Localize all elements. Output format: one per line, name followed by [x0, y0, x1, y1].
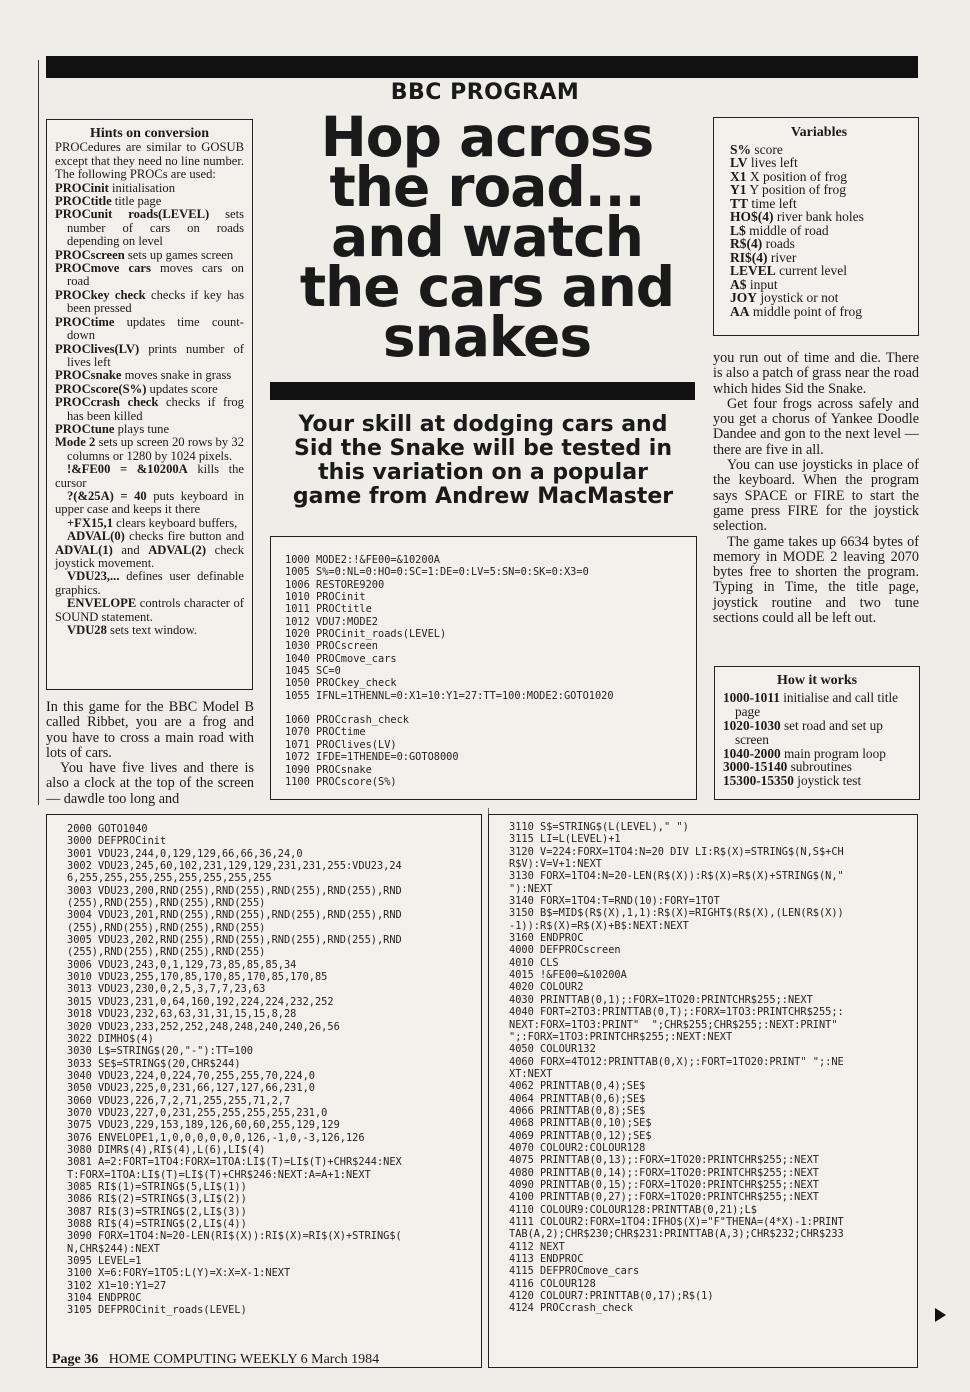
term: PROCtitle: [55, 194, 112, 209]
code-line: 4115 DEFPROCmove_cars: [509, 1265, 640, 1278]
code-line: 1011 PROCtitle: [285, 603, 372, 616]
hint-item: [55, 316, 244, 343]
headline-line: the road...: [329, 155, 645, 219]
code-line: 3105 DEFPROCinit_roads(LEVEL): [67, 1304, 247, 1317]
code-line: 3088 RI$(4)=STRING$(2,LI$(4)): [67, 1218, 247, 1230]
headline: [272, 105, 702, 369]
code-line: 3003 VDU23,200,RND(255),RND(255),RND(255),RND(255),RND: [67, 884, 402, 897]
description: input: [746, 276, 778, 292]
description: title page: [111, 194, 162, 209]
code-line: 4060 FORX=4TO12:PRINTTAB(0,X);:FORT=1TO20:PRINT" ";:NE: [509, 1055, 844, 1068]
term: HO$(4): [730, 209, 774, 224]
term: PROClives(LV): [55, 341, 140, 356]
code-line: 4080 PRINTTAB(0,14);:FORX=1TO20:PRINTCHR$255;:NEXT: [509, 1166, 819, 1179]
section-label: BBC PROGRAM: [390, 80, 580, 105]
description: defines user definable graphics.: [55, 569, 244, 597]
standfirst-line: game from Andrew MacMaster: [292, 484, 674, 509]
description: prints number of lives left: [67, 341, 244, 369]
code-line: "):NEXT: [509, 882, 553, 895]
code-line: 3140 FORX=1TO4:T=RND(10):FORY=1TOT: [509, 895, 720, 908]
code-line: 1072 IFDE=1THENDE=0:GOTO8000: [285, 751, 459, 764]
code-line: 3090 FORX=1TO4:N=20-LEN(RI$(X)):RI$(X)=RI$(X)+STRING$(: [67, 1230, 402, 1243]
code-line: 4090 PRINTTAB(0,15);:FORX=1TO20:PRINTCHR$255;:NEXT: [509, 1178, 819, 1191]
description: current level: [775, 263, 847, 278]
continue-arrow-icon: [935, 1308, 946, 1322]
hint-item: [55, 249, 244, 262]
code-line: 3010 VDU23,255,170,85,170,85,170,85,170,85: [67, 971, 328, 984]
code-line: 3013 VDU23,230,0,2,5,3,7,7,23,63: [67, 983, 266, 996]
hint-item: [55, 195, 244, 208]
description: score: [751, 141, 783, 157]
description: puts keyboard in upper case and keeps it there: [55, 488, 244, 517]
term: !&FE00 = &10200A: [67, 462, 188, 477]
code-line: 4050 COLOUR132: [509, 1043, 596, 1056]
description: roads: [762, 236, 795, 251]
code-line: 4111 COLOUR2:FORX=1TO4:IFHO$(X)="F"THENA=(4*X)-1:PRINT: [509, 1216, 844, 1228]
headline-line: and watch: [331, 205, 643, 269]
code-line: 3070 VDU23,227,0,231,255,255,255,255,231,0: [67, 1106, 328, 1119]
code-line: 6,255,255,255,255,255,255,255,255: [67, 872, 272, 885]
term: Y1: [730, 182, 747, 197]
term: LEVEL: [730, 263, 776, 278]
program-listing-2: [46, 814, 482, 1368]
variable-item: [730, 143, 908, 157]
code-line: 4010 CLS: [509, 956, 559, 969]
variables-box: [713, 117, 919, 336]
description: sets number of cars on roads depending on level: [67, 207, 244, 249]
description: clears keyboard buffers,: [113, 515, 238, 530]
hint-item: [55, 436, 244, 463]
code-line: 4062 PRINTTAB(0,4);SE$: [509, 1080, 646, 1093]
code-line: 3006 VDU23,243,0,1,129,73,85,85,85,34: [67, 958, 297, 971]
code-line: 3150 B$=MID$(R$(X),1,1):R$(X)=RIGHT$(R$(X),(LEN(R$(X)): [509, 907, 844, 920]
description: lives left: [747, 155, 798, 170]
description: checks fire button and: [124, 529, 244, 544]
hint-item: [55, 262, 244, 289]
hints-on-conversion-box: [46, 119, 253, 690]
publication-line: HOME COMPUTING WEEKLY 6 March 1984: [108, 1352, 380, 1367]
hint-item: [55, 423, 244, 436]
term: ?(&25A) = 40: [67, 488, 147, 503]
term: RI$(4): [730, 249, 768, 265]
code-line: 1070 PROCtime: [285, 726, 366, 739]
description: controls character of SOUND statement.: [55, 596, 244, 624]
body-paragraph: Get four frogs across safely and you get a chorus of Yankee Doodle Dandee and gon to the next level — there are five in all.: [713, 395, 919, 458]
term: PROCscore(S%): [55, 381, 147, 396]
description: initialisation: [108, 180, 175, 195]
variable-item: [730, 278, 908, 292]
code-line: 1040 PROCmove_cars: [285, 652, 397, 665]
code-line: 3086 RI$(2)=STRING$(3,LI$(2)): [67, 1193, 247, 1206]
description: kills the cursor: [55, 462, 244, 490]
code-line: 1005 S%=0:NL=0:HO=0:SC=1:DE=0:LV=5:SN=0:SK=0:X3=0: [285, 566, 589, 579]
code-line: 4064 PRINTTAB(0,6);SE$: [509, 1092, 646, 1105]
code-line: 1071 PROClives(LV): [285, 738, 397, 751]
code-line: 3095 LEVEL=1: [67, 1255, 142, 1268]
description: set road and set up screen: [735, 717, 883, 747]
code-line: 4066 PRINTTAB(0,8);SE$: [509, 1104, 646, 1117]
description: middle point of frog: [749, 303, 862, 319]
page-number: Page 36: [52, 1352, 99, 1367]
variable-item: [730, 210, 908, 224]
variable-item: [730, 305, 908, 319]
term: 3000-15140: [723, 759, 788, 775]
code-line: 3001 VDU23,244,0,129,129,66,66,36,24,0: [67, 847, 303, 860]
hints-intro: PROCedures are similar to GOSUB except that they need no line number. The following PROCs are used:: [55, 140, 244, 182]
hints-notes-list: [55, 463, 244, 637]
code-line: 1030 PROCscreen: [285, 640, 378, 653]
code-line: 4015 !&FE00=&10200A: [509, 969, 627, 982]
code-line: 1090 PROCsnake: [285, 763, 372, 776]
hint-note: [55, 490, 244, 517]
description: river bank holes: [773, 209, 864, 224]
code-line: 4112 NEXT: [509, 1240, 565, 1253]
description: checks if frog has been killed: [67, 395, 244, 423]
description: middle of road: [745, 222, 829, 238]
how-it-works-title: How it works: [776, 673, 858, 688]
hint-item: [55, 208, 244, 248]
term: TT: [730, 195, 749, 211]
variable-item: [730, 237, 908, 251]
description: check joystick movement.: [55, 542, 244, 570]
code-line: 4116 COLOUR128: [509, 1277, 596, 1290]
code-line: 4070 COLOUR2:COLOUR128: [509, 1141, 646, 1154]
variable-item: [730, 170, 908, 184]
description: updates time count-down: [67, 314, 244, 343]
description: Y position of frog: [746, 182, 846, 197]
page-footer: [52, 1352, 379, 1368]
code-line: 3018 VDU23,232,63,63,31,31,15,15,8,28: [67, 1008, 297, 1021]
hint-note: [55, 463, 244, 490]
hint-note: [55, 517, 244, 530]
term: +FX15,1: [67, 515, 114, 530]
code-line: 4000 DEFPROCscreen: [509, 944, 621, 957]
code-line: 3004 VDU23,201,RND(255),RND(255),RND(255),RND(255),RND: [67, 909, 402, 922]
term: ENVELOPE: [67, 596, 137, 611]
headline-rule: [270, 382, 695, 400]
code-line: 3030 L$=STRING$(20,"-"):TT=100: [67, 1045, 253, 1058]
code-line: 3087 RI$(3)=STRING$(2,LI$(3)): [67, 1205, 247, 1218]
program-listing-1: [270, 536, 697, 800]
code-line: NEXT:FORX=1TO3:PRINT" ";CHR$255;CHR$255;:NEXT:PRINT": [509, 1018, 838, 1031]
description: moves cars on road: [67, 261, 244, 289]
term: VDU23,...: [67, 569, 120, 584]
code-line: (255),RND(255),RND(255),RND(255): [67, 946, 266, 959]
standfirst: [268, 413, 698, 509]
code-line: 4113 ENDPROC: [509, 1253, 584, 1266]
hint-item: [55, 289, 244, 316]
body-paragraph: You have five lives and there is also a clock at the top of the screen — dawdle too long and: [46, 760, 254, 807]
term: PROCtime: [55, 314, 115, 329]
term: ADVAL(2): [148, 542, 207, 557]
hint-note: [55, 530, 244, 570]
code-line: 3120 V=224:FORX=1TO4:N=20 DIV LI:R$(X)=STRING$(N,S$+CH: [509, 845, 844, 858]
article-body-left: [46, 700, 254, 807]
code-line: 3080 DIMR$(4),RI$(4),L(6),LI$(4): [67, 1143, 266, 1156]
code-line: 4110 COLOUR9:COLOUR128:PRINTTAB(0,21);L$: [509, 1203, 757, 1216]
description: X position of frog: [746, 168, 847, 184]
code-line: ";:FORX=1TO3:PRINTCHR$255;:NEXT:NEXT: [509, 1030, 733, 1043]
code-line: 2000 GOTO1040: [67, 823, 148, 835]
code-line: 3075 VDU23,229,153,189,126,60,60,255,129,129: [67, 1119, 340, 1132]
body-paragraph: you run out of time and die. There is also a patch of grass near the road which hides Sid the Snake.: [713, 350, 919, 397]
code-line: 1000 MODE2:!&FE00=&10200A: [285, 554, 440, 566]
hint-note: [55, 624, 244, 637]
term: PROCkey check: [55, 287, 146, 302]
term: 1000-1011: [723, 689, 780, 705]
term: PROCsnake: [55, 368, 122, 383]
variable-item: [730, 264, 908, 278]
code-line: 4124 PROCcrash_check: [509, 1302, 633, 1315]
code-line: 3110 S$=STRING$(L(LEVEL)," "): [509, 821, 689, 833]
description: subroutines: [787, 759, 852, 775]
description: main program loop: [780, 745, 886, 761]
variables-list: [730, 143, 908, 319]
description: sets up screen 20 rows by 32 columns or 1280 by 1024 pixels.: [67, 435, 244, 463]
code-line: -1)):R$(X)=R$(X)+B$:NEXT:NEXT: [509, 919, 689, 932]
code-line: 3033 SE$=STRING$(20,CHR$244): [67, 1057, 241, 1070]
how-item: [723, 747, 911, 761]
term: X1: [730, 168, 747, 184]
left-border-rule: [38, 60, 39, 805]
term: AA: [730, 303, 750, 319]
body-paragraph: In this game for the BBC Model B called Ribbet, you are a frog and you have to cross a main road with lots of cars.: [46, 699, 254, 761]
term: PROCtune: [55, 421, 115, 436]
code-line: 4030 PRINTTAB(0,1);:FORX=1TO20:PRINTCHR$255;:NEXT: [509, 993, 813, 1006]
code-line: 1006 RESTORE9200: [285, 578, 385, 591]
top-rule: [46, 56, 918, 78]
body-paragraph: You can use joysticks in place of the keyboard. When the program says SPACE or FIRE to start the game press FIRE for the joystick selection.: [713, 457, 919, 535]
code-line: 3115 LI=L(LEVEL)+1: [509, 833, 621, 846]
code-line: 4020 COLOUR2: [509, 981, 584, 994]
code-line: 3050 VDU23,225,0,231,66,127,127,66,231,0: [67, 1082, 315, 1095]
code-line: 4069 PRINTTAB(0,12);SE$: [509, 1129, 652, 1142]
description: joystick test: [793, 773, 862, 789]
code-line: 4068 PRINTTAB(0,10);SE$: [509, 1117, 652, 1130]
term: PROCscreen: [55, 247, 125, 262]
term: 1020-1030: [723, 717, 781, 733]
code-line: 1045 SC=0: [285, 665, 341, 678]
hint-item: [55, 182, 244, 195]
term: ADVAL(1): [55, 542, 113, 557]
hints-title: Hints on conversion: [89, 126, 209, 141]
code-line: 3160 ENDPROC: [509, 932, 584, 945]
description: river: [767, 249, 797, 265]
code-line: TAB(A,2);CHR$230;CHR$231:PRINTTAB(A,3);CHR$232;CHR$233: [509, 1228, 844, 1241]
hint-note: [55, 597, 244, 624]
code-line: XT:NEXT: [509, 1067, 553, 1080]
standfirst-line: Your skill at dodging cars and: [298, 412, 668, 437]
code-line: 3020 VDU23,233,252,252,248,248,240,240,26,56: [67, 1020, 340, 1033]
description: sets up games screen: [124, 247, 234, 262]
term: Mode 2: [55, 435, 96, 450]
how-item: [723, 774, 911, 788]
article-body-right: [713, 351, 919, 626]
how-item: [723, 719, 911, 747]
term: R$(4): [730, 236, 763, 251]
code-line: N,CHR$244):NEXT: [67, 1242, 160, 1255]
term: PROCmove cars: [55, 261, 151, 276]
description: sets text window.: [106, 623, 198, 638]
description: checks if key has been pressed: [67, 287, 244, 316]
variable-item: [730, 156, 908, 170]
code-line: 3040 VDU23,224,0,224,70,255,255,70,224,0: [67, 1069, 315, 1082]
headline-line: Hop across: [320, 105, 654, 169]
headline-line: snakes: [382, 305, 592, 369]
code-line: 3022 DIMHO$(4): [67, 1032, 154, 1045]
code-line: 3076 ENVELOPE1,1,0,0,0,0,0,0,126,-1,0,-3,126,126: [67, 1131, 365, 1144]
code-line: 1060 PROCcrash_check: [285, 714, 409, 727]
code-line: R$V):V=V+1:NEXT: [509, 858, 602, 871]
term: 1040-2000: [723, 745, 781, 761]
code-line: 1010 PROCinit: [285, 591, 366, 604]
code-line: 1012 VDU7:MODE2: [285, 615, 378, 628]
code-line: 3130 FORX=1TO4:N=20-LEN(R$(X)):R$(X)=R$(X)+STRING$(N,": [509, 870, 844, 883]
description: initialise and call title page: [735, 689, 899, 719]
description: plays tune: [114, 421, 170, 436]
hint-item: [55, 396, 244, 423]
term: L$: [730, 222, 746, 238]
hint-item: [55, 369, 244, 382]
code-line: 4040 FORT=2TO3:PRINTTAB(0,T);:FORX=1TO3:PRINTCHR$255;:: [509, 1006, 844, 1019]
code-line: 3102 X1=10:Y1=27: [67, 1279, 167, 1292]
code-line: 4075 PRINTTAB(0,13);:FORX=1TO20:PRINTCHR$255;:NEXT: [509, 1154, 819, 1167]
code-line: 4120 COLOUR7:PRINTTAB(0,17);R$(1): [509, 1290, 714, 1303]
variable-item: [730, 291, 908, 305]
term: ADVAL(0): [67, 529, 125, 544]
description: joystick or not: [757, 290, 839, 305]
code-line: 1100 PROCscore(S%): [285, 775, 397, 788]
code-line: 1050 PROCkey_check: [285, 677, 397, 690]
variable-item: [730, 183, 908, 197]
program-listing-3: [488, 814, 918, 1368]
code-line: [285, 702, 696, 714]
term: PROCinit: [55, 180, 109, 195]
term: S%: [730, 141, 752, 157]
term: A$: [730, 276, 747, 292]
code-line: 3002 VDU23,245,60,102,231,129,129,231,231,255:VDU23,24: [67, 860, 402, 873]
code-line: 3104 ENDPROC: [67, 1292, 142, 1305]
code-line: 3060 VDU23,226,7,2,71,255,255,71,2,7: [67, 1094, 291, 1107]
hint-item: [55, 343, 244, 370]
code-line: T:FORX=1TOA:LI$(T)=LI$(T)+CHR$246:NEXT:A=A+1:NEXT: [67, 1168, 371, 1181]
term: JOY: [730, 290, 757, 305]
how-item: [723, 691, 911, 719]
code-line: 4100 PRINTTAB(0,27);:FORX=1TO20:PRINTCHR$255;:NEXT: [509, 1191, 819, 1204]
description: time left: [748, 195, 797, 211]
description: moves snake in grass: [121, 368, 232, 383]
how-it-works-box: [714, 666, 920, 800]
hint-note: [55, 570, 244, 597]
how-it-works-list: [723, 691, 911, 788]
standfirst-line: Sid the Snake will be tested in: [293, 436, 673, 461]
body-paragraph: The game takes up 6634 bytes of memory in MODE 2 leaving 2070 bytes free to shorten the program. Typing in Time, the title page, joystick routine and two tune sections could all be left out.: [713, 533, 919, 627]
code-line: 3005 VDU23,202,RND(255),RND(255),RND(255),RND(255),RND: [67, 934, 402, 947]
term: PROCunit roads(LEVEL): [55, 207, 210, 222]
code-line: 3085 RI$(1)=STRING$(5,LI$(1)): [67, 1180, 247, 1193]
how-item: [723, 760, 911, 774]
standfirst-line: this variation on a popular: [318, 460, 648, 485]
term: PROCcrash check: [55, 395, 159, 410]
code-line: 3081 A=2:FORT=1TO4:FORX=1TOA:LI$(T)=LI$(T)+CHR$244:NEX: [67, 1156, 402, 1169]
term: LV: [730, 155, 748, 170]
code-line: 1020 PROCinit_roads(LEVEL): [285, 628, 447, 641]
variable-item: [730, 224, 908, 238]
description: and: [112, 542, 149, 557]
variable-item: [730, 197, 908, 211]
term: VDU28: [67, 623, 107, 638]
code-line: 3000 DEFPROCinit: [67, 835, 167, 848]
variable-item: [730, 251, 908, 265]
code-line: 3100 X=6:FORY=1TO5:L(Y)=X:X=X-1:NEXT: [67, 1267, 291, 1280]
term: 15300-15350: [723, 773, 794, 789]
code-line: (255),RND(255),RND(255),RND(255): [67, 921, 266, 934]
code-line: 3015 VDU23,231,0,64,160,192,224,224,232,252: [67, 995, 334, 1008]
headline-line: the cars and: [299, 255, 675, 319]
hint-item: [55, 383, 244, 396]
hints-proc-list: [55, 182, 244, 464]
code-line: (255),RND(255),RND(255),RND(255): [67, 897, 266, 910]
code-line: 1055 IFNL=1THENNL=0:X1=10:Y1=27:TT=100:MODE2:GOTO1020: [285, 689, 614, 702]
variables-title: Variables: [790, 125, 848, 140]
description: updates score: [146, 381, 218, 396]
